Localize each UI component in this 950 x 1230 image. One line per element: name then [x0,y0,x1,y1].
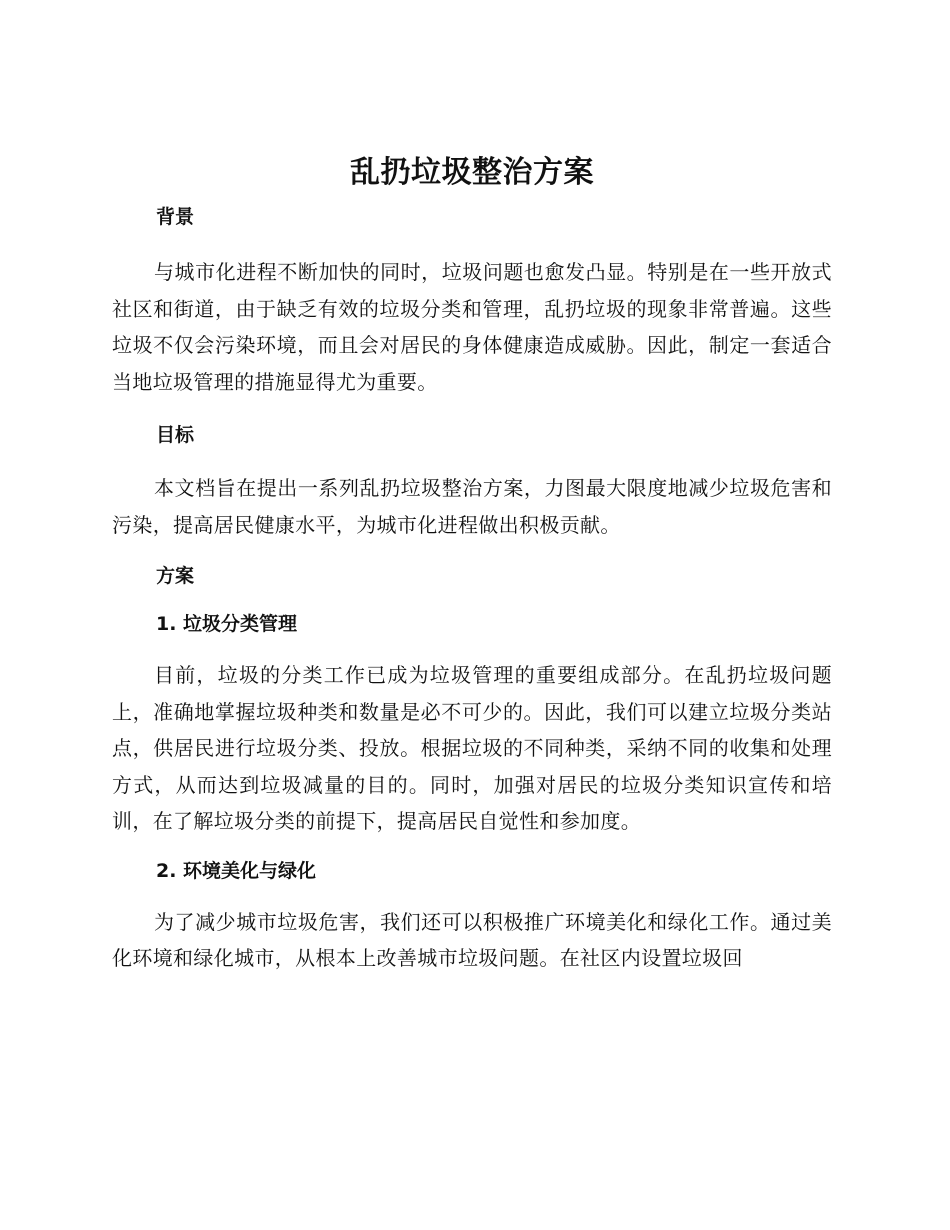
paragraph-goal: 本文档旨在提出一系列乱扔垃圾整治方案，力图最大限度地减少垃圾危害和污染，提高居民健康水平，为城市化进程做出积极贡献。 [112,476,832,537]
section-heading-plan: 方案 [156,565,195,587]
document-page [112,148,832,977]
subsection-heading-greening: 2. 环境美化与绿化 [156,859,317,882]
section-heading-goal: 目标 [156,424,195,446]
document-title: 乱扔垃圾整治方案 [350,155,594,190]
paragraph-greening: 为了减少城市垃圾危害，我们还可以积极推广环境美化和绿化工作。通过美化环境和绿化城市，从根本上改善城市垃圾问题。在社区内设置垃圾回 [112,909,832,970]
paragraph-background: 与城市化进程不断加快的同时，垃圾问题也愈发凸显。特别是在一些开放式社区和街道，由于缺乏有效的垃圾分类和管理，乱扔垃圾的现象非常普遍。这些垃圾不仅会污染环境，而且会对居民的身体健康造成威胁。因此，制定一套适合当地垃圾管理的措施显得尤为重要。 [112,260,832,394]
subsection-heading-waste-sorting: 1. 垃圾分类管理 [156,613,298,635]
paragraph-waste-sorting: 目前，垃圾的分类工作已成为垃圾管理的重要组成部分。在乱扔垃圾问题上，准确地掌握垃圾种类和数量是必不可少的。因此，我们可以建立垃圾分类站点，供居民进行垃圾分类、投放。根据垃圾的不同种类，采纳不同的收集和处理方式，从而达到垃圾减量的目的。同时，加强对居民的垃圾分类知识宣传和培训，在了解垃圾分类的前提下，提高居民自觉性和参加度。 [112,663,832,833]
section-heading-background: 背景 [156,206,195,228]
